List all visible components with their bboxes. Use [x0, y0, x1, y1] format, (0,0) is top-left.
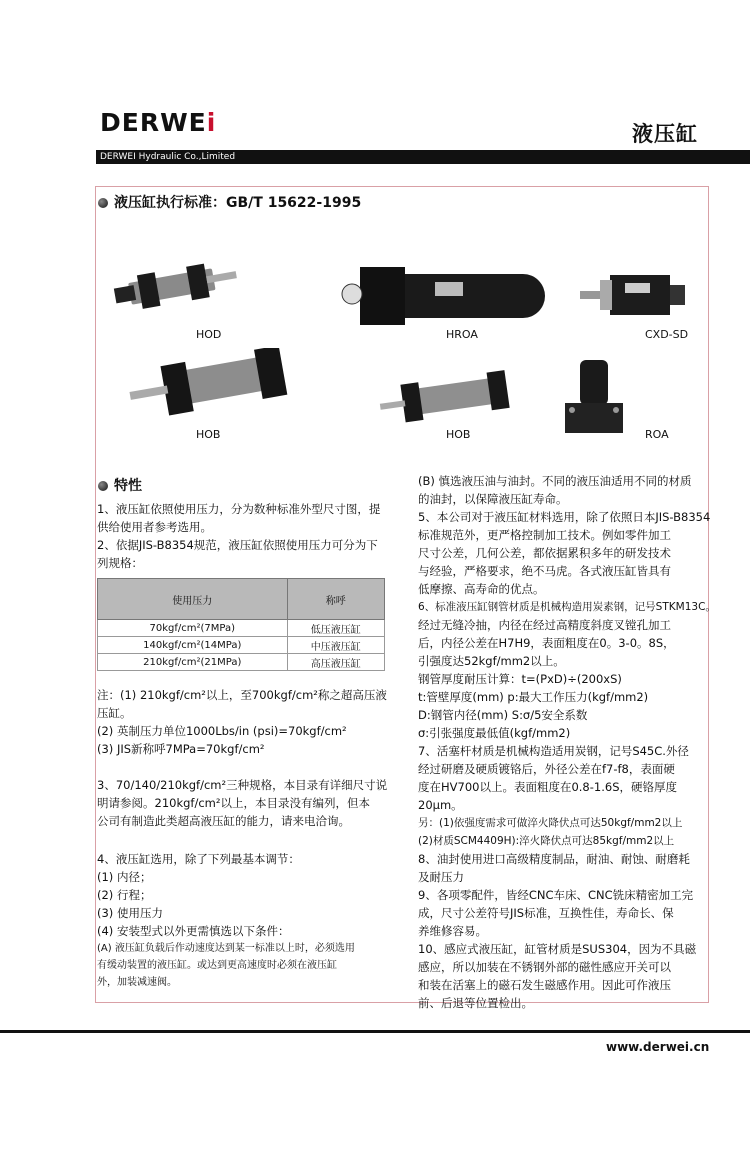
text-line: 引强度达52kgf/mm2以上。 [418, 654, 565, 668]
text-line: (2) 行程； [97, 888, 152, 902]
text-line: 和装在活塞上的磁石发生磁感作用。因此可作液压 [418, 978, 671, 992]
features-heading [98, 475, 142, 495]
text-line: 与经验，严格要求，绝不马虎。各式液压缸皆具有 [418, 564, 671, 578]
standard-heading [98, 192, 361, 212]
pressure-spec-table [97, 578, 385, 671]
hroa-cylinder-image [340, 262, 550, 332]
hob-cylinder-image-large [120, 348, 300, 428]
text-line: 前、后退等位置检出。 [418, 996, 533, 1010]
cxd-sd-cylinder-image [565, 265, 690, 325]
text-line: t:管壁厚度(mm) p:最大工作压力(kgf/mm2) [418, 690, 649, 704]
table-cell: 70kgf/cm²(7MPa) [98, 620, 288, 637]
table-header-row [98, 579, 385, 620]
text-line: 5、本公司对于液压缸材料选用，除了依照日本JIS-B8354 [418, 510, 711, 524]
product-label-hob-2: HOB [446, 428, 471, 441]
text-line: 另：(1)依强度需求可做淬火降伏点可达50kgf/mm2以上 [418, 817, 683, 829]
features-item-4 [97, 850, 355, 991]
features-notes [97, 686, 387, 758]
product-label-hob: HOB [196, 428, 221, 441]
text-line: 公司有制造此类超高液压缸的能力，请来电洽询。 [97, 814, 350, 828]
text-line: 6、标准液压缸钢管材质是机械构造用炭素钢，记号STKM13C。 [418, 601, 716, 613]
table-cell: 低压液压缸 [287, 620, 384, 637]
text-line: σ:引张强度最低值(kgf/mm2) [418, 726, 571, 740]
text-line: 经过无缝冷抽，内径在经过高精度斜度叉镗孔加工 [418, 618, 671, 632]
text-line: 养维修容易。 [418, 924, 487, 938]
company-logo [100, 108, 216, 137]
text-line: 钢管厚度耐压计算：t=(PxD)÷(200xS) [418, 672, 622, 686]
hod-cylinder-image [110, 255, 240, 325]
text-line: 经过研磨及硬质镀铬后，外径公差在f7-f8，表面硬 [418, 762, 675, 776]
text-line: 7、活塞杆材质是机械构造适用炭钢，记号S45C.外径 [418, 744, 689, 758]
table-cell: 中压液压缸 [287, 637, 384, 654]
table-header-name: 称呼 [287, 579, 384, 620]
text-line: (2) 英制压力单位1000Lbs/in (psi)=70kgf/cm² [97, 724, 347, 738]
product-label-hroa: HROA [446, 328, 478, 341]
text-line: 及耐压力 [418, 870, 464, 884]
text-line: 供给使用者参考选用。 [97, 520, 212, 534]
text-line: (2)材质SCM4409H):淬火降伏点可达85kgf/mm2以上 [418, 835, 675, 847]
text-line: 的油封，以保障液压缸寿命。 [418, 492, 568, 506]
website-link[interactable]: www.derwei.cn [606, 1040, 710, 1054]
table-row [98, 654, 385, 671]
text-line: 20μm。 [418, 798, 463, 812]
text-line: 有缓动装置的液压缸。或达到更高速度时必须在液压缸 [97, 960, 337, 971]
table-cell: 140kgf/cm²(14MPa) [98, 637, 288, 654]
company-name: DERWEI Hydraulic Co.,Limited [100, 152, 236, 162]
table-cell: 210kgf/cm²(21MPa) [98, 654, 288, 671]
table-cell: 高压液压缸 [287, 654, 384, 671]
text-line: 2、依据JIS-B8354规范，液压缸依照使用压力可分为下 [97, 538, 378, 552]
features-item-3 [97, 776, 387, 830]
bullet-icon [98, 481, 108, 491]
text-line: 注：(1) 210kgf/cm²以上，至700kgf/cm²称之超高压液 [97, 688, 387, 702]
text-line: (4) 安装型式以外更需慎选以下条件： [97, 924, 290, 938]
text-line: (3) JIS新称呼7MPa=70kgf/cm² [97, 742, 265, 756]
text-line: 4、液压缸选用，除了下列最基本调节： [97, 852, 300, 866]
table-header-pressure: 使用压力 [98, 579, 288, 620]
standard-heading-text: 液压缸执行标准：GB/T 15622-1995 [114, 195, 362, 211]
page-title: 液压缸 [632, 122, 698, 146]
features-left-intro [97, 500, 380, 572]
text-line: 低摩擦、高寿命的优点。 [418, 582, 545, 596]
text-line: 列规格： [97, 556, 143, 570]
text-line: 后，内径公差在H7H9，表面粗度在0。3-0。8S， [418, 636, 675, 650]
text-line: 外，加装减速阀。 [97, 977, 177, 988]
text-line: 感应，所以加装在不锈钢外部的磁性感应开关可以 [418, 960, 671, 974]
table-row [98, 637, 385, 654]
bullet-icon [98, 198, 108, 208]
product-label-cxd-sd: CXD-SD [645, 328, 689, 341]
features-right-column [418, 472, 716, 1012]
text-line: D:钢管内径(mm) S:σ/5安全系数 [418, 708, 588, 722]
hob-cylinder-image-small [375, 370, 525, 430]
company-bar [96, 150, 750, 164]
table-row [98, 620, 385, 637]
text-line: 8、油封使用进口高级精度制品，耐油、耐蚀、耐磨耗 [418, 852, 690, 866]
text-line: 9、各项零配件，皆经CNC车床、CNC铣床精密加工完 [418, 888, 694, 902]
features-heading-text: 特性 [114, 478, 142, 494]
product-label-roa: ROA [645, 428, 669, 441]
text-line: (1) 内径； [97, 870, 152, 884]
roa-cylinder-image [560, 355, 630, 440]
footer-divider [0, 1030, 750, 1033]
text-line: (B) 慎选液压油与油封。不同的液压油适用不同的材质 [418, 474, 692, 488]
text-line: 尺寸公差，几何公差，都依据累积多年的研发技术 [418, 546, 671, 560]
text-line: 度在HV700以上。表面粗度在0.8-1.6S，硬铬厚度 [418, 780, 677, 794]
text-line: 3、70/140/210kgf/cm²三种规格，本目录有详细尺寸说 [97, 778, 388, 792]
text-line: 1、液压缸依照使用压力，分为数种标准外型尺寸图，提 [97, 502, 381, 516]
text-line: 成，尺寸公差符号JIS标准，互换性佳，寿命长、保 [418, 906, 674, 920]
text-line: 10、感应式液压缸，缸管材质是SUS304，因为不具磁 [418, 942, 697, 956]
text-line: (3) 使用压力 [97, 906, 163, 920]
text-line: 标准规范外，更严格控制加工技术。例如零件加工 [418, 528, 671, 542]
logo-text: DERWEi [100, 108, 217, 137]
text-line: (A) 液压缸负载后作动速度达到某一标准以上时，必须选用 [97, 943, 355, 954]
text-line: 压缸。 [97, 706, 132, 720]
text-line: 明请参阅。210kgf/cm²以上，本目录没有编列，但本 [97, 796, 370, 810]
product-label-hod: HOD [196, 328, 222, 341]
